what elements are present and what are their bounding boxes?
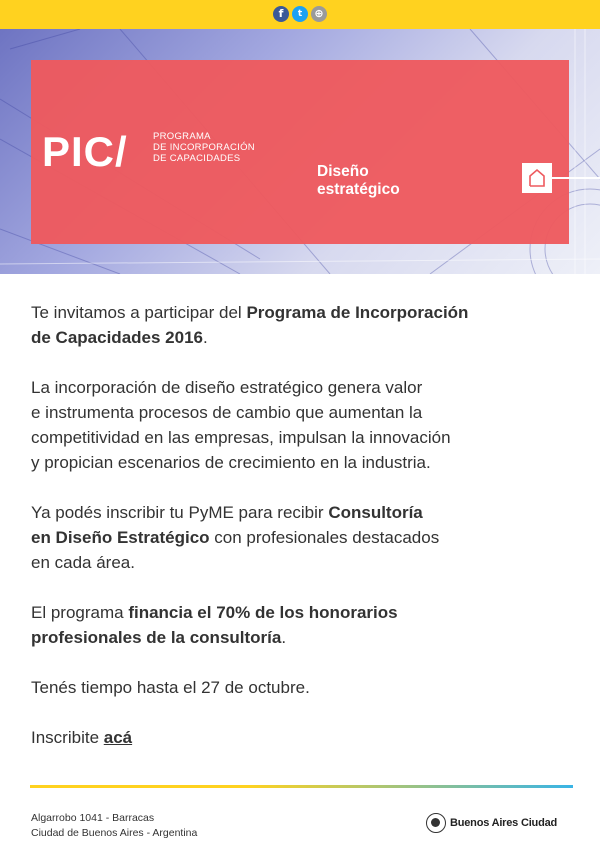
- twitter-icon[interactable]: t: [292, 6, 308, 22]
- signup-link[interactable]: acá: [103, 728, 133, 747]
- text-line: competitividad en las empresas, impulsan la innovación: [31, 428, 451, 447]
- signup-paragraph: [31, 725, 576, 750]
- house-icon: [522, 163, 552, 193]
- program-line: PROGRAMA: [153, 131, 211, 142]
- program-line: DE INCORPORACIÓN: [153, 142, 255, 153]
- category-line: Diseño: [317, 163, 369, 180]
- footer-address: [31, 811, 197, 841]
- text: .: [202, 328, 208, 347]
- text-line: en cada área.: [31, 553, 135, 572]
- globe-icon[interactable]: ⊕: [311, 6, 327, 22]
- text: .: [281, 628, 287, 647]
- category-title: [317, 163, 400, 199]
- program-name-bold: de Capacidades 2016: [31, 328, 203, 347]
- footer-divider: [30, 785, 573, 788]
- pic-logo: PIC/: [42, 128, 128, 175]
- program-line: DE CAPACIDADES: [153, 153, 241, 164]
- consulting-bold: en Diseño Estratégico: [31, 528, 210, 547]
- text: Te invitamos a participar del: [31, 303, 247, 322]
- hero-banner: [0, 29, 600, 274]
- text: Ya podés inscribir tu PyME para recibir: [31, 503, 329, 522]
- program-name-bold: Programa de Incorporación: [246, 303, 469, 322]
- text-line: La incorporación de diseño estratégico genera valor: [31, 378, 423, 397]
- category-line: estratégico: [317, 181, 400, 198]
- financing-bold: profesionales de la consultoría: [31, 628, 282, 647]
- financing-paragraph: [31, 600, 576, 650]
- city-seal-icon: [426, 813, 446, 833]
- text: El programa: [31, 603, 129, 622]
- address-line: Algarrobo 1041 - Barracas: [31, 812, 155, 824]
- program-name: [153, 131, 255, 164]
- consulting-paragraph: [31, 500, 576, 575]
- description-paragraph: [31, 375, 576, 475]
- buenos-aires-logo[interactable]: [426, 813, 557, 833]
- text-line: y propician escenarios de crecimiento en la industria.: [31, 453, 431, 472]
- decorative-line: [552, 177, 600, 179]
- address-line: Ciudad de Buenos Aires - Argentina: [31, 827, 198, 839]
- signup-text: Inscribite: [31, 728, 104, 747]
- financing-bold: financia el 70% de los honorarios: [128, 603, 398, 622]
- intro-paragraph: [31, 300, 576, 350]
- deadline-paragraph: [31, 675, 576, 700]
- consulting-bold: Consultoría: [328, 503, 423, 522]
- text: con profesionales destacados: [209, 528, 440, 547]
- facebook-icon[interactable]: f: [273, 6, 289, 22]
- social-links: [273, 6, 327, 22]
- top-bar: [0, 0, 600, 29]
- deadline-text: Tenés tiempo hasta el 27 de octubre.: [31, 678, 310, 697]
- text-line: e instrumenta procesos de cambio que aumentan la: [31, 403, 423, 422]
- logo-text: Buenos Aires Ciudad: [450, 817, 558, 829]
- message-body: [31, 300, 576, 775]
